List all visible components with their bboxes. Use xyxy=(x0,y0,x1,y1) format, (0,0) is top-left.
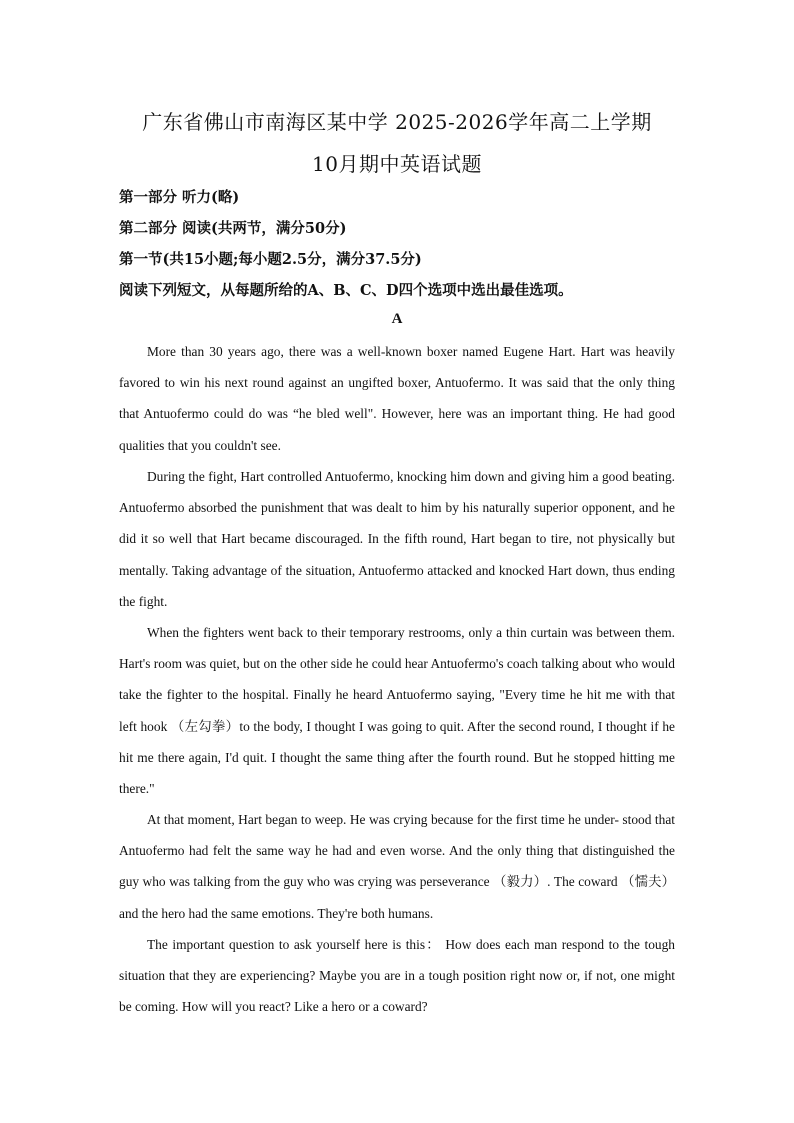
document-title-line-2: 10月期中英语试题 xyxy=(312,152,482,176)
passage-paragraph-3: When the fighters went back to their temporary restrooms, only a thin curtain was between them. Hart's room was quiet, but on the other side he could hear Antuofermo's coach talking about who would take the fighter to the hospital. Finally he heard Antuofermo saying, "Every time he hit me with that left hook （左勾拳）to the body, I thought I was going to quit. After the second round, I thought if he hit me there again, I'd quit. I thought the same thing after the fourth round. But he stopped hitting me there." xyxy=(119,625,675,797)
passage-paragraph-1: More than 30 years ago, there was a well-known boxer named Eugene Hart. Hart was heavily favored to win his next round against an ungifted boxer, Antuofermo. It was said that the only thing that Antuofermo could do was “he bled well". However, here was an important thing. He had good qualities that you couldn't see. xyxy=(119,344,675,453)
reading-instructions: 阅读下列短文，从每题所给的A、B、C、D四个选项中选出最佳选项。 xyxy=(119,282,573,299)
section-one-heading: 第一节(共15小题;每小题2.5分，满分37.5分) xyxy=(119,251,422,268)
passage-paragraph-5: The important question to ask yourself here is this： How does each man respond to the tough situation that they are experiencing? Maybe you are in a tough position right now or, if not, one might be coming. How will you react? Like a hero or a coward? xyxy=(119,937,675,1015)
passage-paragraph-4: At that moment, Hart began to weep. He was crying because for the first time he under- stood that Antuofermo had felt the same way he had and even worse. And the only thing that distinguished the guy who was talking from the guy who was crying was perseverance （毅力）. The coward （懦夫）and the hero had the same emotions. They're both humans. xyxy=(119,812,675,921)
document-title-line-1: 广东省佛山市南海区某中学 2025-2026学年高二上学期 xyxy=(142,110,652,134)
passage-label: A xyxy=(391,311,403,327)
part-one-heading: 第一部分 听力(略) xyxy=(119,189,240,206)
passage-paragraph-2: During the fight, Hart controlled Antuofermo, knocking him down and giving him a good beating. Antuofermo absorbed the punishment that was dealt to him by his naturally superior opponent, and he did it so well that Hart became discouraged. In the fifth round, Hart began to tire, not physically but mentally. Taking advantage of the situation, Antuofermo attacked and knocked Hart down, thus ending the fight. xyxy=(119,469,675,609)
part-two-heading: 第二部分 阅读(共两节，满分50分) xyxy=(119,220,347,237)
